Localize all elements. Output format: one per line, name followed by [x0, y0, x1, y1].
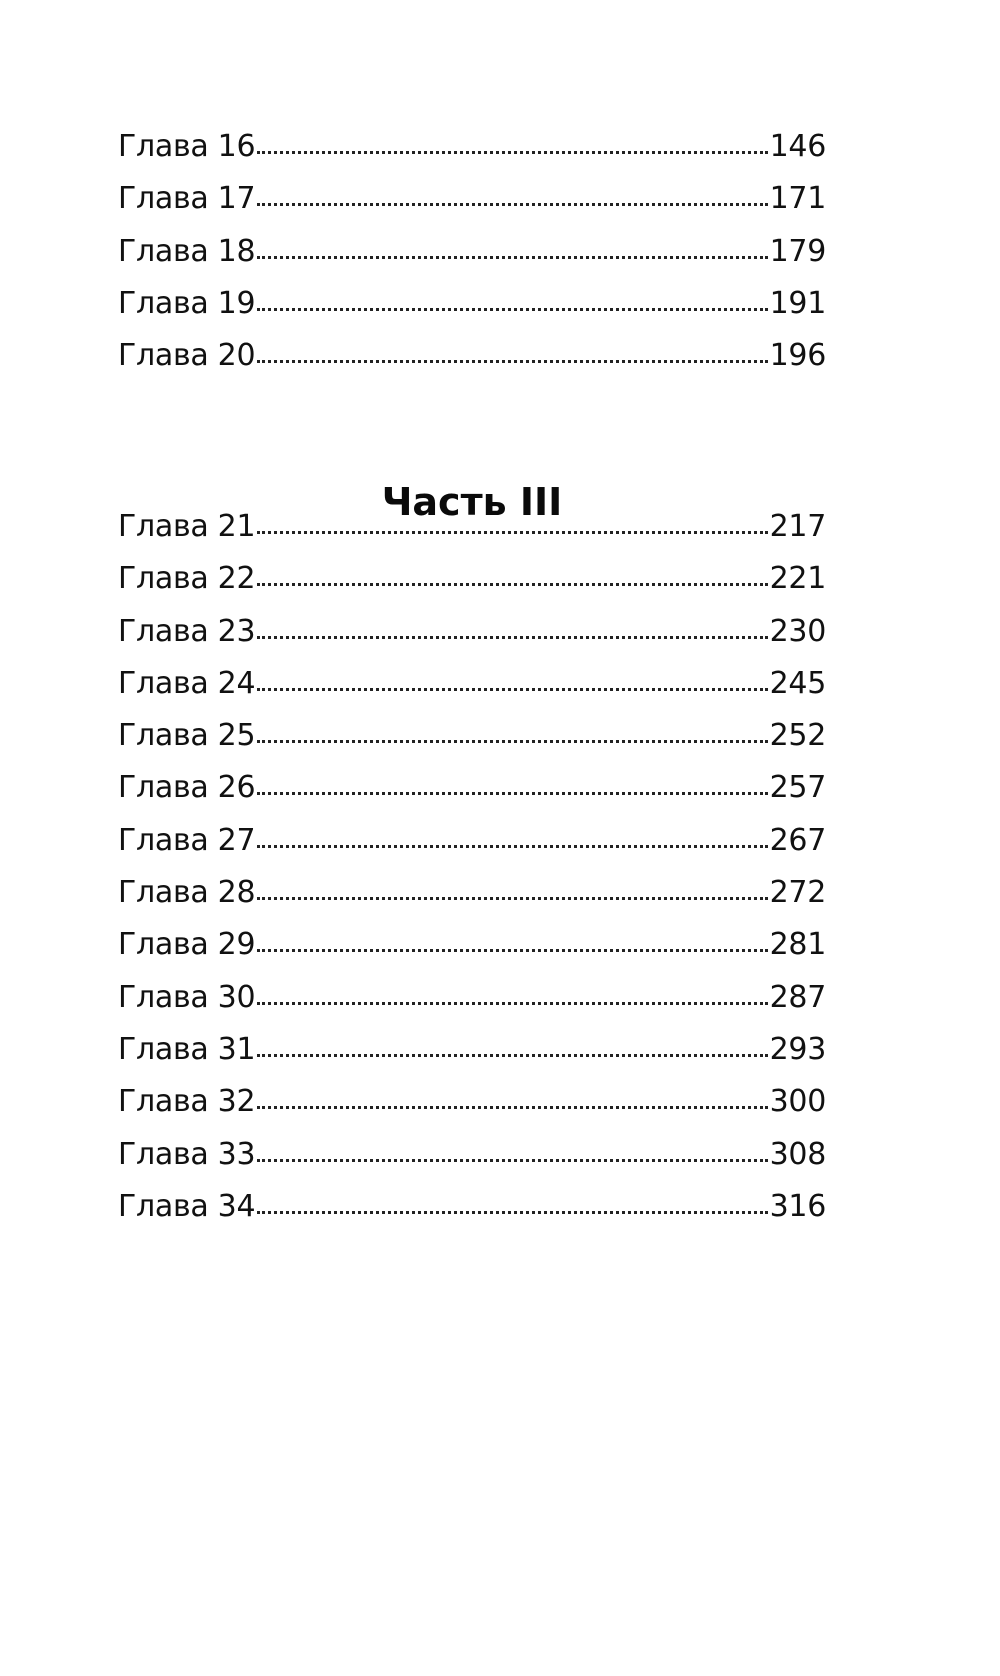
page-number: 230 [769, 613, 826, 649]
toc-entry[interactable] [118, 1190, 826, 1242]
chapter-title: Глава 31 [118, 1031, 256, 1067]
toc-entry[interactable] [118, 1138, 826, 1190]
toc-entry[interactable] [118, 928, 826, 980]
chapter-title: Глава 24 [118, 665, 256, 701]
dot-leader [257, 632, 767, 639]
chapter-title: Глава 18 [118, 233, 256, 269]
dot-leader [257, 736, 767, 743]
chapter-title: Глава 23 [118, 613, 256, 649]
page-number: 267 [769, 822, 826, 858]
toc-entry[interactable] [118, 130, 826, 182]
dot-leader [257, 788, 767, 795]
chapter-title: Глава 27 [118, 822, 256, 858]
part-heading: Часть III [381, 479, 563, 524]
chapter-title: Глава 26 [118, 770, 256, 806]
toc-list-part3 [118, 510, 826, 1242]
page-number: 221 [769, 561, 826, 597]
dot-leader [257, 579, 767, 586]
dot-leader [257, 998, 767, 1005]
chapter-title: Глава 16 [118, 129, 256, 164]
dot-leader [257, 841, 767, 848]
dot-leader [257, 252, 767, 259]
chapter-title: Глава 28 [118, 875, 256, 911]
dot-leader [257, 1155, 767, 1162]
chapter-title: Глава 29 [118, 927, 256, 963]
toc-entry[interactable] [118, 562, 826, 614]
dot-leader [257, 304, 767, 311]
page-number: 300 [769, 1084, 826, 1120]
chapter-title: Глава 32 [118, 1084, 256, 1120]
dot-leader [257, 893, 767, 900]
page-number: 281 [769, 927, 826, 963]
page-number: 146 [769, 129, 826, 164]
page-number: 308 [769, 1136, 826, 1172]
dot-leader [257, 356, 767, 363]
chapter-title: Глава 20 [118, 338, 256, 374]
chapter-title: Глава 21 [118, 509, 256, 544]
chapter-title: Глава 33 [118, 1136, 256, 1172]
page-number: 272 [769, 875, 826, 911]
chapter-title: Глава 22 [118, 561, 256, 597]
page-number: 287 [769, 979, 826, 1015]
dot-leader [257, 1050, 767, 1057]
toc-entry[interactable] [118, 235, 826, 287]
toc-entry[interactable] [118, 339, 826, 391]
dot-leader [257, 1207, 767, 1214]
toc-entry[interactable] [118, 615, 826, 667]
dot-leader [257, 684, 767, 691]
toc-entry[interactable] [118, 981, 826, 1033]
toc-entry[interactable] [118, 667, 826, 719]
page-number: 245 [769, 665, 826, 701]
toc-list-part2 [118, 130, 826, 391]
toc-entry[interactable] [118, 510, 826, 562]
page-number: 252 [769, 718, 826, 754]
toc-entry[interactable] [118, 182, 826, 234]
chapter-title: Глава 17 [118, 181, 256, 217]
toc-entry[interactable] [118, 771, 826, 823]
dot-leader [257, 1102, 767, 1109]
dot-leader [257, 199, 767, 206]
page-number: 316 [769, 1188, 826, 1224]
page-number: 217 [769, 509, 826, 544]
dot-leader [257, 945, 767, 952]
page-number: 171 [769, 181, 826, 217]
toc-entry[interactable] [118, 1085, 826, 1137]
toc-entry[interactable] [118, 287, 826, 339]
toc-entry[interactable] [118, 824, 826, 876]
toc-entry[interactable] [118, 876, 826, 928]
dot-leader [257, 527, 767, 534]
chapter-title: Глава 19 [118, 285, 256, 321]
chapter-title: Глава 25 [118, 718, 256, 754]
chapter-title: Глава 30 [118, 979, 256, 1015]
page-number: 179 [769, 233, 826, 269]
page-number: 293 [769, 1031, 826, 1067]
page-number: 191 [769, 285, 826, 321]
dot-leader [257, 147, 767, 154]
page-number: 257 [769, 770, 826, 806]
chapter-title: Глава 34 [118, 1188, 256, 1224]
toc-entry[interactable] [118, 719, 826, 771]
toc-entry[interactable] [118, 1033, 826, 1085]
page-number: 196 [769, 338, 826, 374]
